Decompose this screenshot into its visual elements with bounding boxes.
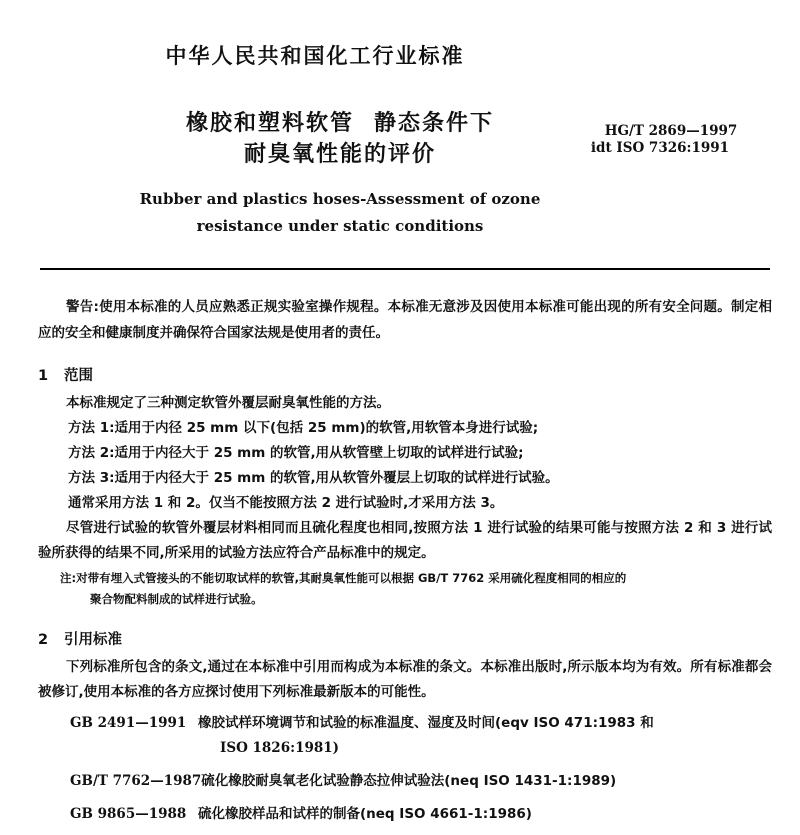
standard-number-national: HG/T 2869—1997 — [604, 123, 738, 139]
reference-code-3: GB 9865—1988 — [70, 806, 187, 822]
title-english — [40, 186, 640, 240]
scope-method-2: 方法 2:适用于内径大于 25 mm 的软管,用从软管壁上切取的试样进行试验; — [68, 445, 524, 461]
scope-method-1: 方法 1:适用于内径 25 mm 以下(包括 25 mm)的软管,用软管本身进行试验; — [68, 420, 539, 436]
title-english-line-2: resistance under static conditions — [196, 217, 484, 235]
scope-method-3: 方法 3:适用于内径大于 25 mm 的软管,用从软管外覆层上切取的试样进行试验。 — [68, 470, 559, 486]
scope-note — [60, 568, 772, 610]
section-title-2: 引用标准 — [64, 632, 122, 648]
section-number-2: 2 — [38, 632, 49, 648]
reference-code-1: GB 2491—1991 — [70, 715, 187, 731]
scope-paragraph-comparison: 尽管进行试验的软管外覆层材料相同而且硫化程度也相同,按照方法 1 进行试验的结果可能与按照方法 2 和 3 进行试验所获得的结果不同,所采用的试验方法应符合产品标准中的规定。 — [38, 520, 772, 561]
scope-method-usage: 通常采用方法 1 和 2。仅当不能按照方法 2 进行试验时,才采用方法 3。 — [68, 495, 504, 511]
title-chinese-line-1-part-a: 橡胶和塑料软管 — [185, 111, 354, 136]
title-chinese-line-1 — [40, 108, 640, 139]
title-block — [40, 108, 640, 240]
scope-note-line-1: 对带有埋入式管接头的不能切取试样的软管,其耐臭氧性能可以根据 GB/T 7762 采用硫化程度相同的相应的 — [76, 571, 627, 585]
standard-number-block — [560, 123, 760, 157]
warning-paragraph: 警告:使用本标准的人员应熟悉正规实验室操作规程。本标准无意涉及因使用本标准可能出现的所有安全问题。制定相应的安全和健康制度并确保符合国家法规是使用者的责任。 — [38, 299, 772, 341]
reference-continuation-1: ISO 1826:1981) — [220, 740, 340, 756]
section-heading-scope — [38, 364, 772, 385]
references-intro-paragraph: 下列标准所包含的条文,通过在本标准中引用而构成为本标准的条文。本标准出版时,所示版本均为有效。所有标准都会被修订,使用本标准的各方应探讨使用下列标准最新版本的可能性。 — [38, 659, 772, 700]
reference-title-2: 硫化橡胶耐臭氧老化试验静态拉伸试验法(neq ISO 1431-1:1989) — [201, 773, 617, 789]
section-heading-references — [38, 628, 772, 649]
section-number-1: 1 — [38, 368, 49, 384]
scope-paragraph-intro: 本标准规定了三种测定软管外覆层耐臭氧性能的方法。 — [66, 395, 390, 411]
list-item — [70, 769, 772, 794]
header-divider — [40, 268, 770, 270]
reference-list — [38, 711, 772, 827]
title-chinese — [40, 108, 640, 170]
reference-code-2: GB/T 7762—1987 — [70, 773, 202, 789]
masthead-title: 中华人民共和国化工行业标准 — [165, 44, 465, 68]
reference-title-1: 橡胶试样环境调节和试验的标准温度、湿度及时间(eqv ISO 471:1983 和 — [198, 715, 654, 731]
title-english-line-1: Rubber and plastics hoses-Assessment of ozone — [139, 190, 541, 208]
list-item — [70, 711, 772, 761]
scope-note-line-2: 聚合物配料制成的试样进行试验。 — [90, 592, 263, 606]
title-chinese-line-1-part-b: 静态条件下 — [374, 111, 495, 136]
reference-title-3: 硫化橡胶样品和试样的制备(neq ISO 4661-1:1986) — [198, 806, 532, 822]
standard-number-iso: idt ISO 7326:1991 — [590, 140, 730, 156]
title-chinese-line-2: 耐臭氧性能的评价 — [243, 142, 436, 167]
scope-note-label: 注: — [60, 571, 77, 585]
document-body — [38, 294, 772, 835]
section-title-1: 范围 — [64, 368, 93, 384]
